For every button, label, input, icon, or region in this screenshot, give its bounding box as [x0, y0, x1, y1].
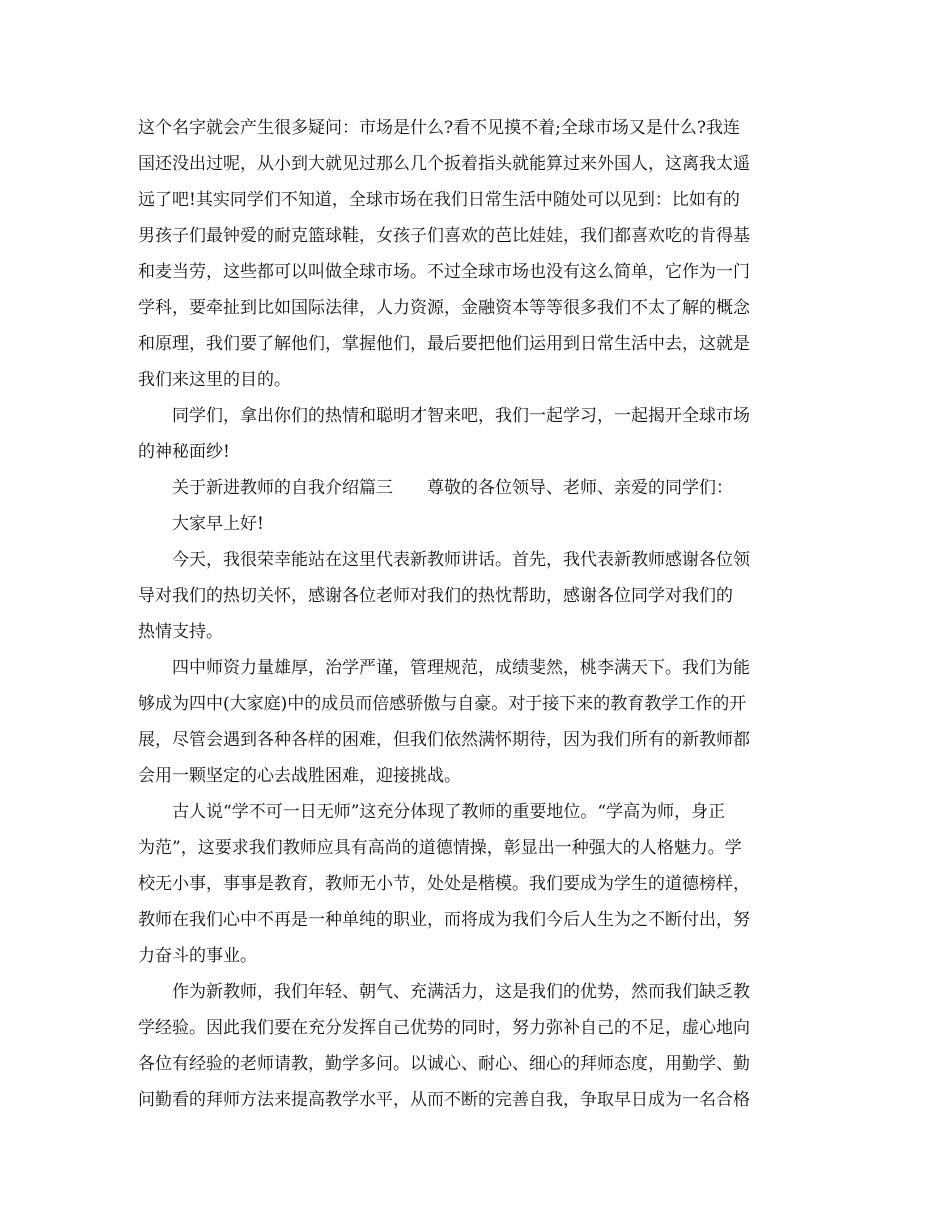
text-line: 会用一颗坚定的心去战胜困难，迎接挑战。 [138, 766, 461, 786]
text-line: 我们来这里的目的。 [138, 370, 291, 390]
text-line: 为范”，这要求我们教师应具有高尚的道德情操，彰显出一种强大的人格魅力。学 [138, 838, 742, 858]
text-line: 四中师资力量雄厚，治学严谨，管理规范，成绩斐然，桃李满天下。我们为能 [172, 658, 750, 678]
text-line: 各位有经验的老师请教，勤学多问。以诚心、耐心、细心的拜师态度，用勤学、勤 [138, 1054, 750, 1074]
text-line: 今天，我很荣幸能站在这里代表新教师讲话。首先，我代表新教师感谢各位领 [172, 550, 750, 570]
text-line: 远了吧!其实同学们不知道，全球市场在我们日常生活中随处可以见到：比如有的 [138, 190, 740, 210]
text-line: 问勤看的拜师方法来提高教学水平，从而不断的完善自我，争取早日成为一名合格 [138, 1090, 750, 1110]
text-line: 学科，要牵扯到比如国际法律，人力资源，金融资本等等很多我们不太了解的概念 [138, 298, 750, 318]
text-line: 关于新进教师的自我介绍篇三 尊敬的各位领导、老师、亲爱的同学们： [172, 478, 733, 498]
text-line: 大家早上好! [172, 514, 264, 534]
text-line: 和麦当劳，这些都可以叫做全球市场。不过全球市场也没有这么简单，它作为一门 [138, 262, 750, 282]
text-line: 古人说“学不可一日无师”这充分体现了教师的重要地位。“学高为师，身正 [172, 802, 726, 822]
text-line: 国还没出过呢，从小到大就见过那么几个扳着指头就能算过来外国人，这离我太遥 [138, 154, 750, 174]
text-line: 的神秘面纱! [138, 442, 230, 462]
text-line: 学经验。因此我们要在充分发挥自己优势的同时，努力弥补自己的不足，虚心地向 [138, 1018, 750, 1038]
text-line: 同学们，拿出你们的热情和聪明才智来吧，我们一起学习，一起揭开全球市场 [172, 406, 750, 426]
text-line: 展，尽管会遇到各种各样的困难，但我们依然满怀期待，因为我们所有的新教师都 [138, 730, 750, 750]
text-line: 作为新教师，我们年轻、朝气、充满活力，这是我们的优势，然而我们缺乏教 [172, 982, 750, 1002]
text-line: 导对我们的热切关怀，感谢各位老师对我们的热忱帮助，感谢各位同学对我们的 [138, 586, 733, 606]
text-line: 力奋斗的事业。 [138, 946, 257, 966]
document-body [138, 110, 818, 1118]
text-line: 和原理，我们要了解他们，掌握他们，最后要把他们运用到日常生活中去，这就是 [138, 334, 750, 354]
text-line: 热情支持。 [138, 622, 223, 642]
text-line: 男孩子们最钟爱的耐克篮球鞋，女孩子们喜欢的芭比娃娃，我们都喜欢吃的肯得基 [138, 226, 750, 246]
text-line: 这个名字就会产生很多疑问：市场是什么?看不见摸不着;全球市场又是什么?我连 [138, 118, 740, 138]
text-line: 校无小事，事事是教育，教师无小节，处处是楷模。我们要成为学生的道德榜样， [138, 874, 750, 894]
text-line: 够成为四中(大家庭)中的成员而倍感骄傲与自豪。对于接下来的教育教学工作的开 [138, 694, 747, 714]
text-line: 教师在我们心中不再是一种单纯的职业，而将成为我们今后人生为之不断付出，努 [138, 910, 750, 930]
